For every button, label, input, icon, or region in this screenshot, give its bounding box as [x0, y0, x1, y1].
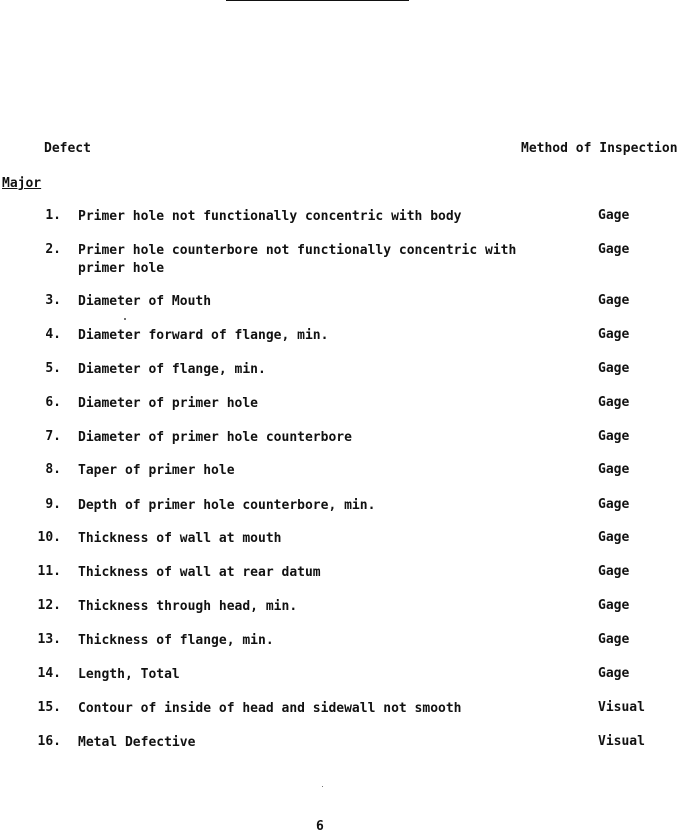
- defect-number: 4.: [45, 327, 61, 342]
- defect-number: 9.: [45, 497, 61, 512]
- defect-row-8: [0, 462, 691, 480]
- defect-description: Metal Defective: [78, 735, 196, 750]
- defect-row-13: [0, 632, 691, 650]
- defect-description: Diameter of primer hole: [78, 396, 259, 411]
- defect-row-15: [0, 700, 691, 718]
- inspection-method: Gage: [598, 293, 630, 308]
- inspection-method: Gage: [598, 564, 630, 579]
- defect-column-header: Defect: [44, 141, 91, 156]
- defect-number: 6.: [45, 395, 61, 410]
- defect-description: Primer hole counterbore not functionally concentric with primer hole: [78, 243, 517, 276]
- defect-row-11: [0, 564, 691, 582]
- defect-number: 13.: [37, 632, 61, 647]
- inspection-method: Gage: [598, 208, 630, 223]
- defect-row-7: [0, 429, 691, 447]
- defect-row-6: [0, 395, 691, 413]
- defect-description: Thickness of flange, min.: [78, 633, 274, 648]
- defect-row-5: [0, 361, 691, 379]
- inspection-method: Gage: [598, 598, 630, 613]
- defect-description: Taper of primer hole: [78, 463, 235, 478]
- method-column-header: Method of Inspection: [521, 141, 678, 156]
- defect-description: Thickness of wall at mouth: [78, 531, 282, 546]
- defect-number: 16.: [37, 734, 61, 749]
- page-number: 6: [316, 819, 324, 834]
- defect-description: Depth of primer hole counterbore, min.: [78, 498, 376, 513]
- defect-number: 1.: [45, 208, 61, 223]
- defect-description: Diameter of flange, min.: [78, 362, 266, 377]
- defect-description: Diameter forward of flange, min.: [78, 328, 329, 343]
- defect-number: 3.: [45, 293, 61, 308]
- defect-row-3: [0, 293, 691, 311]
- inspection-method: Gage: [598, 497, 630, 512]
- defect-row-2: [0, 242, 691, 276]
- defect-description: Diameter of Mouth: [78, 294, 212, 309]
- inspection-method: Gage: [598, 462, 630, 477]
- scan-speck: [124, 318, 126, 320]
- defect-description: Thickness through head, min.: [78, 599, 298, 614]
- scan-speck: [322, 786, 323, 787]
- defect-description: Contour of inside of head and sidewall not smooth: [78, 701, 462, 716]
- top-rule: [226, 0, 409, 1]
- defect-number: 2.: [45, 242, 61, 257]
- defect-row-16: [0, 734, 691, 752]
- defect-number: 14.: [37, 666, 61, 681]
- defect-row-9: [0, 497, 691, 515]
- section-title-major: Major: [2, 176, 42, 191]
- inspection-method: Gage: [598, 361, 630, 376]
- defect-number: 11.: [37, 564, 61, 579]
- inspection-method: Visual: [598, 700, 645, 715]
- defect-number: 8.: [45, 462, 61, 477]
- defect-description: Primer hole not functionally concentric with body: [78, 209, 462, 224]
- defect-description: Thickness of wall at rear datum: [78, 565, 321, 580]
- defect-row-12: [0, 598, 691, 616]
- defect-row-10: [0, 530, 691, 548]
- defect-row-1: [0, 208, 691, 226]
- inspection-method: Gage: [598, 666, 630, 681]
- inspection-method: Gage: [598, 242, 630, 257]
- defect-row-4: [0, 327, 691, 345]
- defect-description: Diameter of primer hole counterbore: [78, 430, 352, 445]
- defect-number: 7.: [45, 429, 61, 444]
- inspection-method: Gage: [598, 530, 630, 545]
- defect-number: 15.: [37, 700, 61, 715]
- inspection-method: Gage: [598, 395, 630, 410]
- defect-row-14: [0, 666, 691, 684]
- defect-number: 10.: [37, 530, 61, 545]
- inspection-method: Gage: [598, 429, 630, 444]
- inspection-method: Gage: [598, 327, 630, 342]
- inspection-method: Gage: [598, 632, 630, 647]
- inspection-method: Visual: [598, 734, 645, 749]
- defect-number: 12.: [37, 598, 61, 613]
- defect-description: Length, Total: [78, 667, 180, 682]
- defect-number: 5.: [45, 361, 61, 376]
